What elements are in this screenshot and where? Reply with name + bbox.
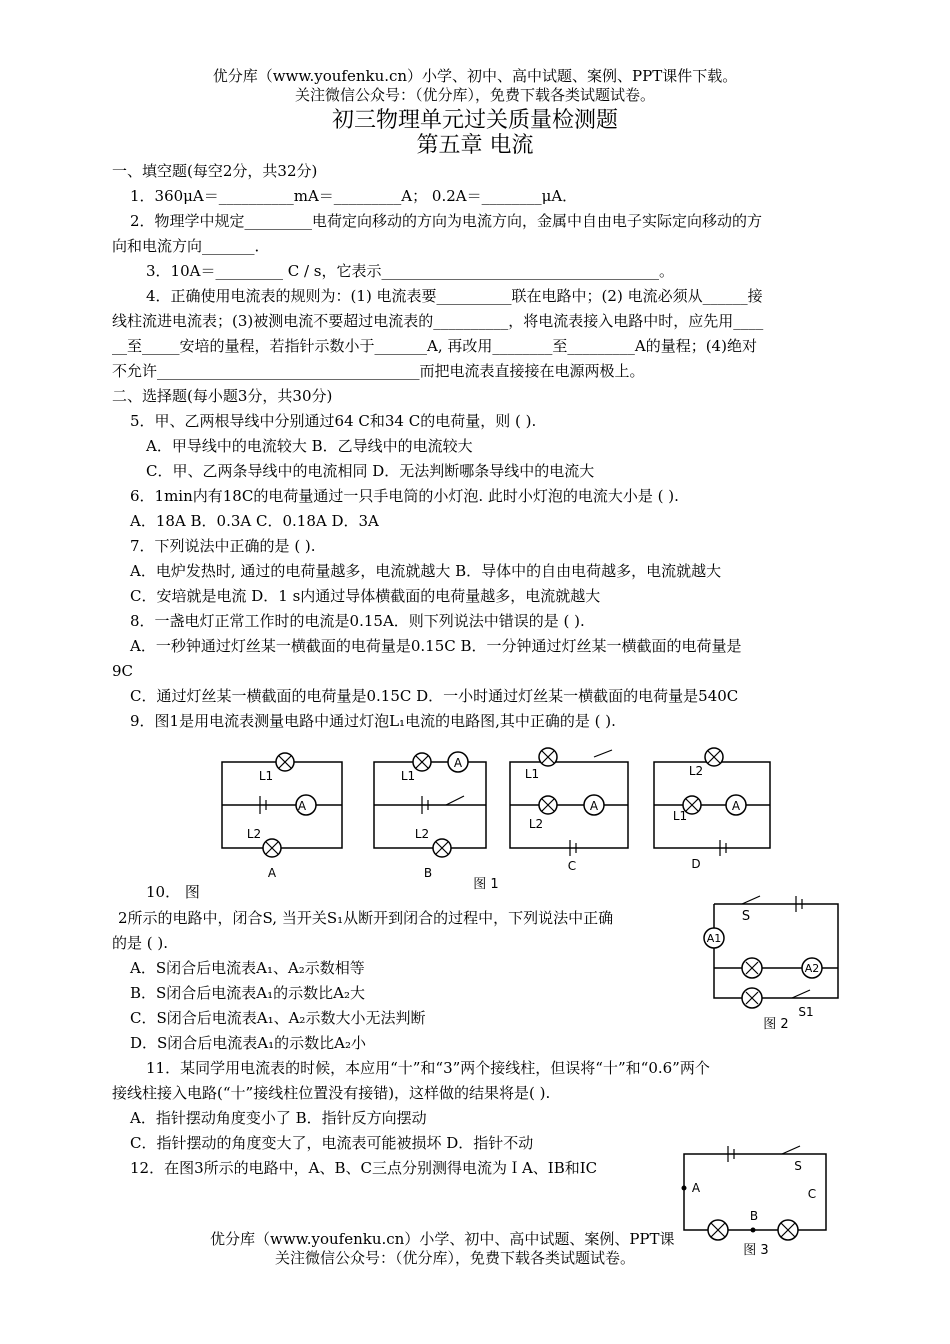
option-line: A．18A B．0.3A C．0.18A D．3A: [130, 512, 379, 530]
question-line: 7．下列说法中正确的是 ( ).: [130, 537, 316, 555]
option-line: A．指针摆动角度变小了 B．指针反方向摆动: [130, 1109, 427, 1127]
question-line: 4．正确使用电流表的规则为：(1) 电流表要__________联在电路中；(2) 电流必须从______接: [146, 287, 763, 305]
fig1-ammeter-label: A: [589, 799, 599, 813]
fig1-ammeter-label: A: [731, 799, 741, 813]
fig2-ammeter1-label: A1: [706, 932, 722, 945]
question-line: 不允许___________________________________而把电流表直接接在电源两极上。: [112, 362, 645, 380]
figure-1-circuits: [210, 740, 790, 900]
page-subtitle: 第五章 电流: [416, 133, 534, 158]
option-line: A．S闭合后电流表A₁、A₂示数相等: [130, 959, 365, 977]
footer-line-2: 关注微信公众号：（优分库），免费下载各类试题试卷。: [275, 1249, 636, 1267]
question-line: 向和电流方向_______．: [112, 237, 270, 255]
option-line: D．S闭合后电流表A₁的示数比A₂小: [130, 1034, 366, 1052]
option-line: A．一秒钟通过灯丝某一横截面的电荷量是0.15C B．一分钟通过灯丝某一横截面的电荷量是: [130, 637, 742, 655]
question-line: 3．10A＝_________ C / s，它表示_____________________________________。: [146, 262, 674, 280]
fig3-point-b-label: B: [749, 1209, 759, 1223]
option-line: B．S闭合后电流表A₁的示数比A₂大: [130, 984, 365, 1002]
fig1-caption: 图 1: [473, 877, 499, 892]
fig2-ammeter2-label: A2: [804, 962, 820, 975]
fig1-lamp-label: L1: [258, 769, 274, 783]
fig2-caption: 图 2: [763, 1017, 789, 1032]
question-line: 10． 图: [146, 883, 200, 901]
fig3-caption: 图 3: [743, 1243, 769, 1258]
option-line: 9C: [112, 662, 134, 680]
fig3-switch-label: S: [794, 1159, 802, 1173]
question-line: 接线柱接入电路(“十”接线柱位置没有接错)，这样做的结果将是( ).: [112, 1084, 551, 1102]
fig1-ammeter-label: A: [453, 756, 463, 770]
question-line: 2所示的电路中，闭合S, 当开关S₁从断开到闭合的过程中，下列说法中正确: [118, 909, 614, 927]
fig1-lamp-label: L1: [400, 769, 416, 783]
question-line: 12．在图3所示的电路中，A、B、C三点分别测得电流为ＩA、IB和IC: [130, 1159, 598, 1177]
header-line-2: 关注微信公众号：（优分库），免费下载各类试题试卷。: [294, 86, 655, 104]
fig2-switch1-label: S1: [798, 1005, 814, 1019]
fig1-lamp-label: L1: [524, 767, 540, 781]
fig1-option-label: D: [691, 857, 701, 871]
fig1-option-label: C: [567, 859, 577, 873]
option-line: C．S闭合后电流表A₁、A₂示数大小无法判断: [130, 1009, 426, 1027]
page-title: 初三物理单元过关质量检测题: [331, 108, 618, 133]
fig1-ammeter-label: A: [297, 799, 307, 813]
option-line: C．甲、乙两条导线中的电流相同 D．无法判断哪条导线中的电流大: [146, 462, 595, 480]
question-line: 5．甲、乙两根导线中分别通过64 C和34 C的电荷量，则 ( ).: [130, 412, 537, 430]
section-heading: 一、填空题(每空2分，共32分): [112, 162, 318, 180]
fig2-switch-label: S: [741, 909, 751, 924]
option-line: A．甲导线中的电流较大 B．乙导线中的电流较大: [146, 437, 473, 455]
question-line: 2．物理学中规定_________电荷定向移动的方向为电流方向，金属中自由电子实际定向移动的方: [130, 212, 763, 230]
fig1-lamp-label: L2: [414, 827, 430, 841]
header-line-1: 优分库（www.youfenku.cn）小学、初中、高中试题、案例、PPT课件下载。: [212, 67, 738, 85]
fig3-point-c-label: C: [807, 1187, 817, 1201]
option-line: C．安培就是电流 D．1 s内通过导体横截面的电荷量越多，电流就越大: [130, 587, 601, 605]
section-heading: 二、选择题(每小题3分，共30分): [112, 387, 333, 405]
fig1-lamp-label: L2: [528, 817, 544, 831]
fig1-lamp-label: L2: [246, 827, 262, 841]
question-line: 6．1min内有18C的电荷量通过一只手电筒的小灯泡. 此时小灯泡的电流大小是 ( ).: [130, 487, 679, 505]
question-line: 11．某同学用电流表的时候，本应用“十”和“3”两个接线柱，但误将“十”和“0.6”两个: [146, 1059, 710, 1077]
figure-3-circuit: [670, 1140, 840, 1265]
option-line: C．指针摆动的角度变大了，电流表可能被损坏 D．指针不动: [130, 1134, 534, 1152]
fig3-point-a-label: A: [691, 1181, 701, 1195]
question-line: 1．360μA＝__________mA＝_________A； 0.2A＝________μA．: [130, 187, 578, 205]
question-line: 8．一盏电灯正常工作时的电流是0.15A．则下列说法中错误的是 ( ).: [130, 612, 585, 630]
fig1-lamp-label: L2: [688, 764, 704, 778]
question-line: 线柱流进电流表；(3)被测电流不要超过电流表的__________，将电流表接入电路中时，应先用____: [112, 312, 764, 330]
question-line: 9．图1是用电流表测量电路中通过灯泡L₁电流的电路图,其中正确的是 ( ).: [130, 712, 616, 730]
footer-line-1: 优分库（www.youfenku.cn）小学、初中、高中试题、案例、PPT课: [210, 1230, 675, 1248]
fig1-option-label: A: [267, 866, 277, 880]
option-line: C．通过灯丝某一横截面的电荷量是0.15C D．一小时通过灯丝某一横截面的电荷量是540C: [130, 687, 739, 705]
question-line: 的是 ( ).: [112, 934, 169, 952]
figure-2-circuit: [700, 890, 850, 1040]
option-line: A．电炉发热时, 通过的电荷量越多，电流就越大 B．导体中的自由电荷越多，电流就越大: [130, 562, 722, 580]
fig1-lamp-label: L1: [672, 809, 688, 823]
fig1-option-label: B: [423, 866, 433, 880]
question-line: __至_____安培的量程，若指针示数小于_______A, 再改用________至_________A的量程；(4)绝对: [112, 337, 757, 355]
